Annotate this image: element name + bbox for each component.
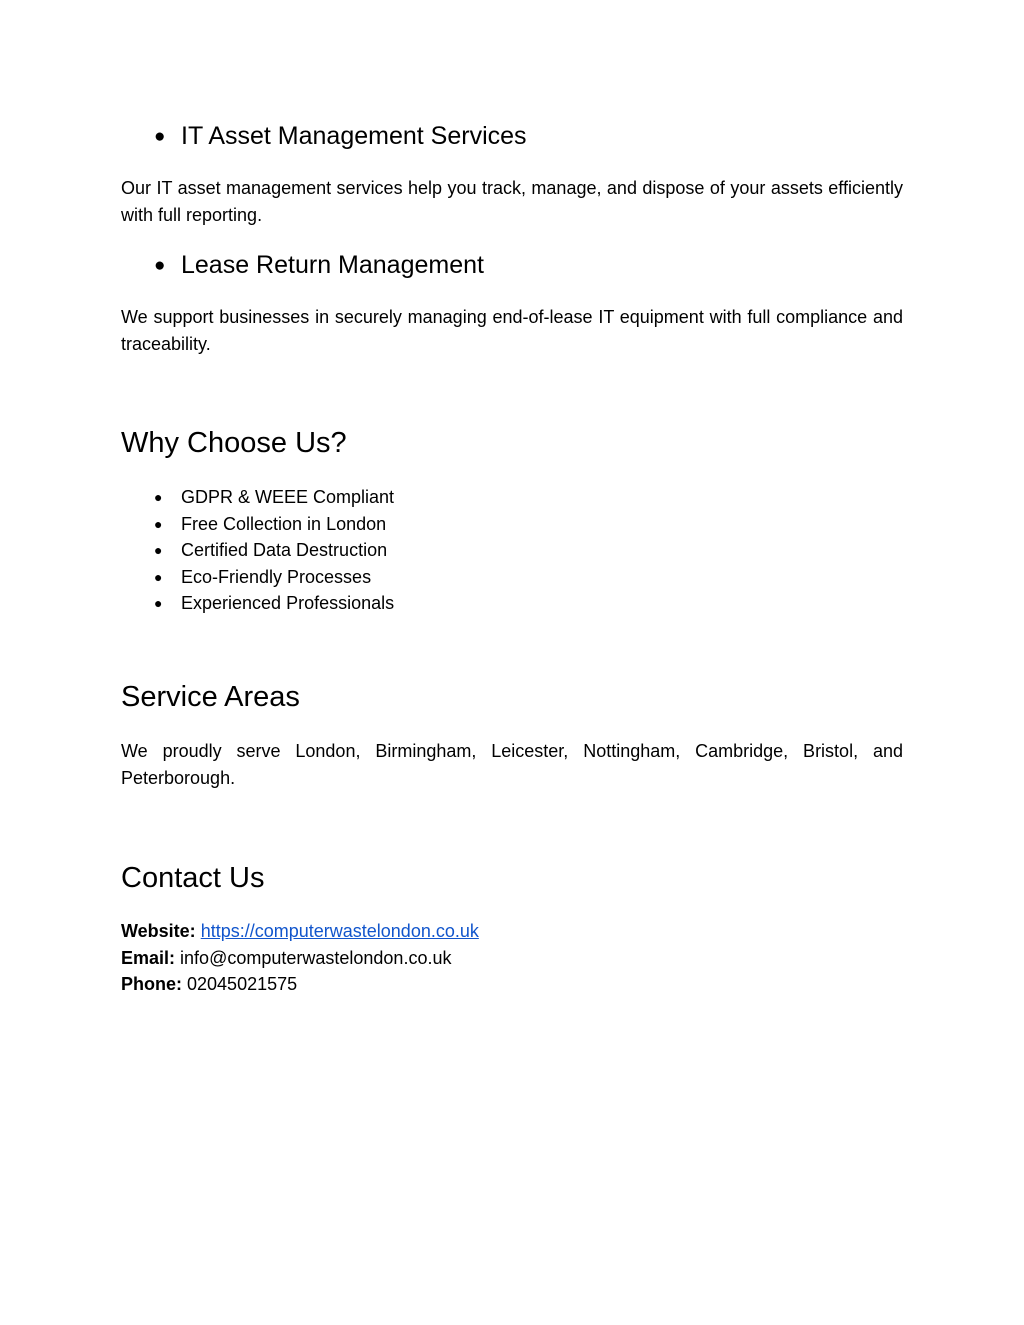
list-item: ● GDPR & WEEE Compliant	[154, 484, 394, 511]
website-label: Website:	[121, 921, 196, 941]
why-choose-heading: Why Choose Us?	[121, 427, 347, 459]
service-description-lease-return: We support businesses in securely managing end-of-lease IT equipment with full compliance and traceability.	[121, 307, 903, 354]
list-item: ● Experienced Professionals	[154, 590, 394, 617]
service-description-it-asset-management: Our IT asset management services help you track, manage, and dispose of your assets efficiently with full reporting.	[121, 178, 903, 225]
phone-label: Phone:	[121, 974, 182, 995]
service-heading-lease-return	[154, 250, 484, 280]
list-item: ● Certified Data Destruction	[154, 537, 394, 564]
bullet-icon: ●	[154, 568, 163, 585]
contact-heading: Contact Us	[121, 862, 265, 894]
bullet-icon: ●	[154, 595, 163, 612]
why-choose-list	[154, 484, 394, 617]
service-heading-text: IT Asset Management Services	[181, 122, 527, 150]
list-item: ● Eco-Friendly Processes	[154, 564, 394, 591]
service-heading-text: Lease Return Management	[181, 251, 484, 279]
phone-value: 02045021575	[187, 974, 298, 995]
bullet-icon: ●	[154, 255, 166, 276]
website-link[interactable]: https://computerwastelondon.co.uk	[200, 921, 479, 941]
contact-phone-row	[121, 971, 479, 998]
service-heading-it-asset-management	[154, 121, 527, 151]
contact-email-row	[121, 945, 479, 972]
bullet-icon: ●	[154, 489, 163, 505]
bullet-icon: ●	[154, 126, 166, 147]
contact-website-row	[121, 918, 479, 945]
email-label: Email:	[121, 947, 176, 968]
email-value: info@computerwastelondon.co.uk	[180, 947, 452, 968]
bullet-icon: ●	[154, 542, 163, 559]
list-item: ● Free Collection in London	[154, 511, 394, 538]
contact-details	[121, 918, 479, 998]
bullet-icon: ●	[154, 515, 163, 532]
service-areas-heading: Service Areas	[121, 681, 300, 713]
service-areas-text: We proudly serve London, Birmingham, Leicester, Nottingham, Cambridge, Bristol, and Peterborough.	[121, 741, 903, 788]
